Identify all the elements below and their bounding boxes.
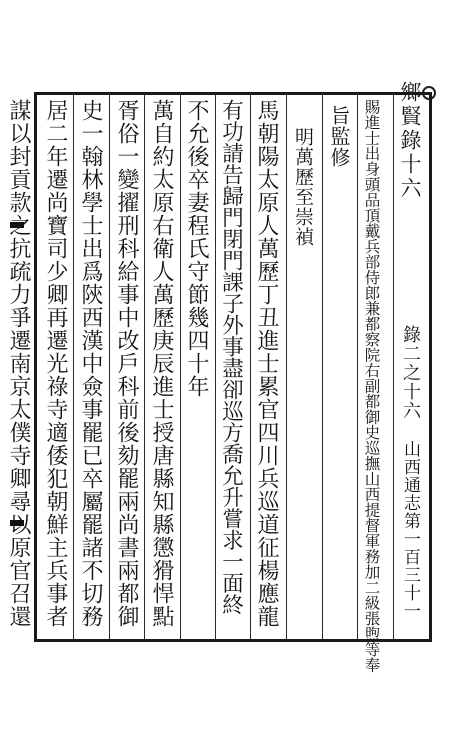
- heading-book: 山西通志第一百三十一: [400, 440, 420, 620]
- text-column-2: 有功請告歸門閉門課子外事盡卻巡方喬允升嘗求一面終: [218, 99, 244, 615]
- text-column-5: 胥俗一變擢刑科給事中改戶科前後劾罷兩尚書兩都御: [114, 99, 139, 628]
- text-column-3: 不允後卒妻程氏守節幾四十年: [184, 99, 209, 398]
- imperial-order: 旨監修: [327, 105, 351, 168]
- heading-section: 錄二之十六: [400, 325, 421, 420]
- period-title: 明萬歷至崇禎: [292, 127, 314, 247]
- heading-title: 鄉賢錄十六: [398, 81, 422, 201]
- text-column-4: 萬自約太原右衛人萬歷庚辰進士授唐縣知縣懲猾悍點: [149, 99, 174, 628]
- text-column-6: 史一翰林學士出爲陝西漢中僉事罷已卒屬罷諸不切務: [78, 99, 103, 628]
- compiler-line: 賜進士出身頭品頂戴兵部侍郎兼都察院右副都御史巡撫山西提督軍務加二級張煦等奉: [362, 99, 381, 673]
- text-column-7: 居二年遷尚寶司少卿再遷光祿寺適倭犯朝鮮主兵事者: [43, 99, 68, 628]
- text-block: [6, 81, 432, 673]
- text-column-1: 馬朝陽太原人萬歷丁丑進士累官四川兵巡道征楊應龍: [254, 99, 279, 628]
- text-column-8: 謀以封貢款之抗疏力爭遷南京太僕寺卿尋以原官召還: [6, 99, 31, 628]
